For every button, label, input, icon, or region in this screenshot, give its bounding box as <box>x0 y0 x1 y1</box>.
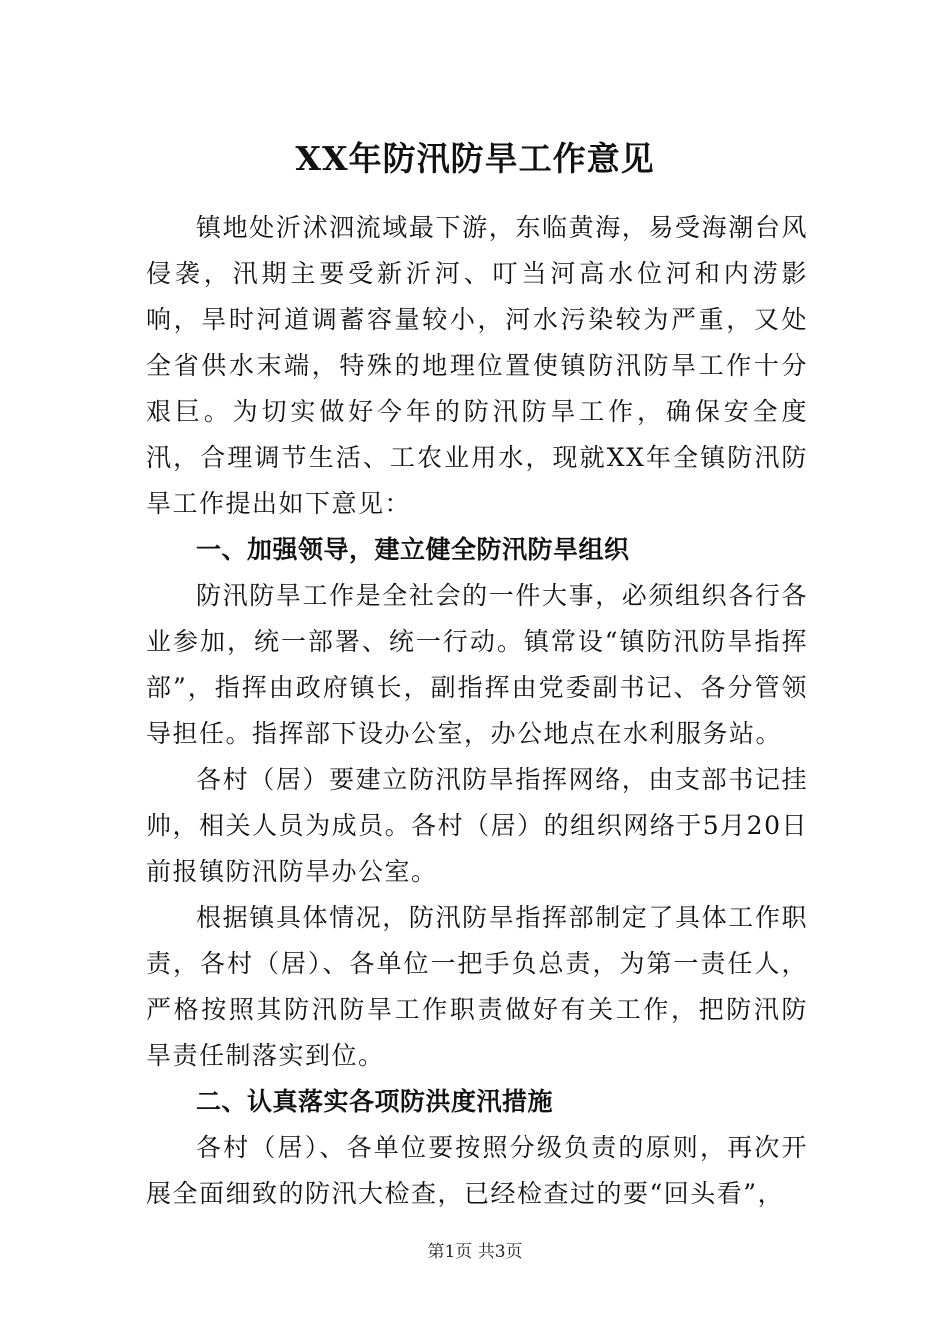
section-heading-1: 一、加强领导，建立健全防汛防旱组织 <box>196 535 630 564</box>
paragraph-responsibility: 根据镇具体情况，防汛防旱指挥部制定了具体工作职责，各村（居）、各单位一把手负总责，为第一责任人，严格按照其防汛防旱工作职责做好有关工作，把防汛防旱责任制落实到位。 <box>146 903 808 1070</box>
document-title: XX年防汛防旱工作意见 <box>295 139 655 178</box>
paragraph-inspection: 各村（居）、各单位要按照分级负责的原则，再次开展全面细致的防汛大检查，已经检查过的要“回头看”， <box>146 1133 808 1208</box>
paragraph-organization: 防汛防旱工作是全社会的一件大事，必须组织各行各业参加，统一部署、统一行动。镇常设“镇防汛防旱指挥部”，指挥由政府镇长，副指挥由党委副书记、各分管领导担任。指挥部下设办公室，办公地点在水利服务站。 <box>146 581 808 748</box>
paragraph-village-network: 各村（居）要建立防汛防旱指挥网络，由支部书记挂帅，相关人员为成员。各村（居）的组织网络于5月20日前报镇防汛防旱办公室。 <box>146 765 808 886</box>
section-heading-2: 二、认真落实各项防洪度汛措施 <box>196 1087 554 1116</box>
paragraph-intro: 镇地处沂沭泗流域最下游，东临黄海，易受海潮台风侵袭，汛期主要受新沂河、叮当河高水位河和内涝影响，旱时河道调蓄容量较小，河水污染较为严重，又处全省供水末端，特殊的地理位置使镇防汛防旱工作十分艰巨。为切实做好今年的防汛防旱工作，确保安全度汛，合理调节生活、工农业用水，现就XX年全镇防汛防旱工作提出如下意见： <box>146 213 808 518</box>
page-footer: 第1页 共3页 <box>427 1242 523 1262</box>
document-body <box>146 205 808 1217</box>
